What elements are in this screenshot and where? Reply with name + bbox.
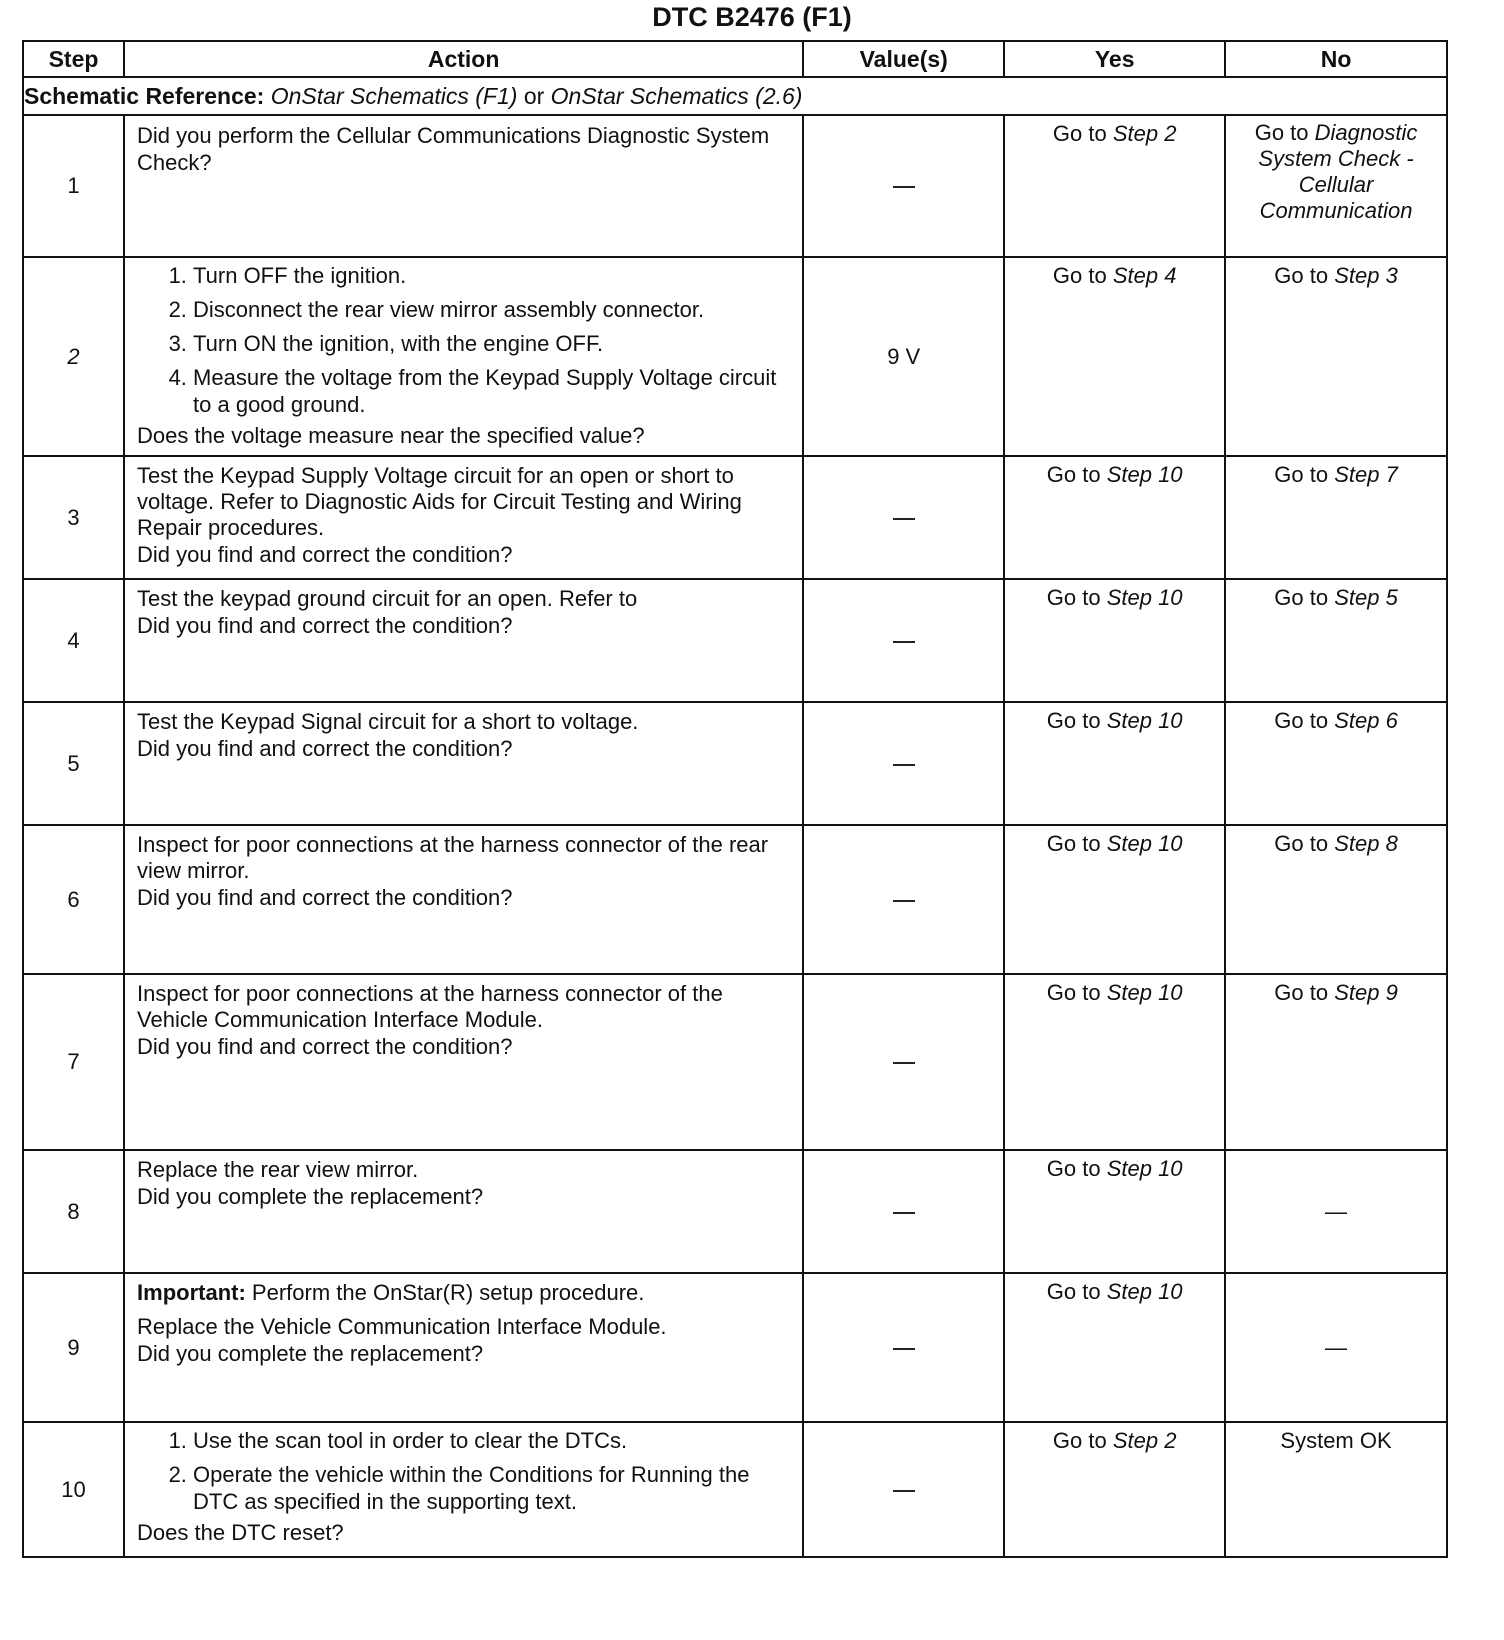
table-row <box>23 1150 1447 1273</box>
important-text: Perform the OnStar(R) setup procedure. <box>245 1280 645 1305</box>
step-yes <box>1004 974 1225 1150</box>
dash-mark <box>893 186 915 188</box>
goto-target: Step 2 <box>1112 121 1177 146</box>
goto-target: Step 8 <box>1334 831 1398 856</box>
goto-target: Step 9 <box>1334 980 1398 1005</box>
step-no <box>1225 115 1447 257</box>
table-row <box>23 1273 1447 1422</box>
step-no <box>1225 974 1447 1150</box>
list-item: 1. Turn OFF the ignition. <box>193 262 792 289</box>
schematic-reference-label: Schematic Reference: <box>24 82 265 109</box>
goto-target: Step 10 <box>1106 1279 1183 1304</box>
dash-mark <box>893 900 915 902</box>
step-value <box>803 115 1004 257</box>
page-title: DTC B2476 (F1) <box>652 2 852 32</box>
schematic-reference-or: or <box>523 82 545 109</box>
list-item: 1. Use the scan tool in order to clear the DTCs. <box>193 1427 792 1454</box>
action-question: Does the voltage measure near the specified value? <box>137 423 645 448</box>
table-row <box>23 579 1447 702</box>
table-row <box>23 1422 1447 1557</box>
goto-label: Go to <box>1274 263 1329 288</box>
step-number: 3 <box>23 456 124 579</box>
goto-target: Step 6 <box>1334 708 1398 733</box>
step-number: 10 <box>23 1422 124 1557</box>
header-values: Value(s) <box>803 41 1004 77</box>
goto-target: Step 4 <box>1112 263 1177 288</box>
step-yes <box>1004 456 1225 579</box>
goto-target: Step 10 <box>1106 585 1183 610</box>
list-item: 2. Operate the vehicle within the Conditions for Running the DTC as specified in the supporting text. <box>193 1461 792 1515</box>
dash-mark <box>893 1212 915 1214</box>
goto-target: Diagnostic System Check - Cellular Communication <box>1258 120 1418 223</box>
action-text: Replace the Vehicle Communication Interface Module. <box>137 1314 667 1339</box>
step-value <box>803 825 1004 974</box>
action-question: Did you complete the replacement? <box>137 1341 484 1366</box>
list-item: 3. Turn ON the ignition, with the engine OFF. <box>193 330 792 357</box>
step-no <box>1225 825 1447 974</box>
goto-label: Go to <box>1274 980 1329 1005</box>
schematic-reference <box>23 77 1447 115</box>
step-yes <box>1004 579 1225 702</box>
step-yes <box>1004 1150 1225 1273</box>
table-row <box>23 825 1447 974</box>
step-action <box>124 974 803 1150</box>
goto-target: Step 10 <box>1106 980 1183 1005</box>
list-item: 4. Measure the voltage from the Keypad Supply Voltage circuit to a good ground. <box>193 364 792 418</box>
dash-mark <box>893 518 915 520</box>
step-number: 5 <box>23 702 124 825</box>
step-number: 7 <box>23 974 124 1150</box>
list-item: 2. Disconnect the rear view mirror assembly connector. <box>193 296 792 323</box>
step-number: 1 <box>23 115 124 257</box>
action-question: Did you find and correct the condition? <box>137 542 513 567</box>
step-no <box>1225 456 1447 579</box>
action-question: Did you find and correct the condition? <box>137 885 513 910</box>
dash-mark <box>893 1348 915 1350</box>
table-row <box>23 456 1447 579</box>
goto-label: Go to <box>1052 1428 1107 1453</box>
step-number: 4 <box>23 579 124 702</box>
header-yes: Yes <box>1004 41 1225 77</box>
goto-label: Go to <box>1254 120 1309 145</box>
goto-label: Go to <box>1046 1156 1101 1181</box>
goto-label: Go to <box>1046 462 1101 487</box>
dash-mark <box>893 1490 915 1492</box>
step-no <box>1225 257 1447 456</box>
step-value <box>803 579 1004 702</box>
goto-label: Go to <box>1052 263 1107 288</box>
goto-label: Go to <box>1046 980 1101 1005</box>
action-question: Did you complete the replacement? <box>137 1184 484 1209</box>
step-action <box>124 579 803 702</box>
step-action <box>124 257 803 456</box>
table-row <box>23 974 1447 1150</box>
dash-mark <box>893 1062 915 1064</box>
step-value <box>803 1273 1004 1422</box>
goto-label: Go to <box>1274 831 1329 856</box>
step-action <box>124 456 803 579</box>
goto-label: Go to <box>1046 708 1101 733</box>
step-action <box>124 1273 803 1422</box>
goto-target: Step 2 <box>1112 1428 1177 1453</box>
step-number: 9 <box>23 1273 124 1422</box>
header-action: Action <box>124 41 803 77</box>
action-question: Does the DTC reset? <box>137 1520 344 1545</box>
dash-mark <box>893 764 915 766</box>
action-question: Did you find and correct the condition? <box>137 613 513 638</box>
step-number: 8 <box>23 1150 124 1273</box>
dash-mark <box>893 641 915 643</box>
action-list <box>137 1427 792 1519</box>
step-value: 9 V <box>803 257 1004 456</box>
step-yes <box>1004 825 1225 974</box>
goto-label: Go to <box>1046 1279 1101 1304</box>
step-value <box>803 1422 1004 1557</box>
goto-label: Go to <box>1274 462 1329 487</box>
step-action <box>124 115 803 257</box>
action-text: Test the Keypad Signal circuit for a short to voltage. <box>137 709 639 734</box>
step-action <box>124 825 803 974</box>
action-text: Did you perform the Cellular Communications Diagnostic System Check? <box>137 123 770 175</box>
step-value <box>803 1150 1004 1273</box>
goto-target: Step 7 <box>1334 462 1398 487</box>
schematic-reference-link-2-6: OnStar Schematics (2.6) <box>550 82 803 109</box>
header-step: Step <box>23 41 124 77</box>
goto-label: Go to <box>1046 585 1101 610</box>
step-value <box>803 702 1004 825</box>
header-no: No <box>1225 41 1447 77</box>
action-text: Test the keypad ground circuit for an open. Refer to <box>137 586 638 611</box>
step-no <box>1225 1422 1447 1557</box>
table-row <box>23 702 1447 825</box>
goto-target: Step 5 <box>1334 585 1398 610</box>
table-row <box>23 115 1447 257</box>
step-yes <box>1004 702 1225 825</box>
step-number: 6 <box>23 825 124 974</box>
step-no <box>1225 579 1447 702</box>
important-label: Important: <box>137 1280 246 1305</box>
action-text: Inspect for poor connections at the harness connector of the Vehicle Communication Interface Module. <box>137 981 723 1032</box>
action-question: Did you find and correct the condition? <box>137 1034 513 1059</box>
goto-target: Step 10 <box>1106 708 1183 733</box>
step-yes <box>1004 1273 1225 1422</box>
action-text: Replace the rear view mirror. <box>137 1157 419 1182</box>
goto-target: Step 3 <box>1334 263 1398 288</box>
action-list <box>137 262 792 422</box>
goto-label: Go to <box>1052 121 1107 146</box>
step-no: — <box>1225 1273 1447 1422</box>
table-row <box>23 257 1447 456</box>
step-value <box>803 974 1004 1150</box>
action-question: Did you find and correct the condition? <box>137 736 513 761</box>
schematic-reference-row <box>23 77 1447 115</box>
step-action <box>124 1150 803 1273</box>
step-number: 2 <box>23 257 124 456</box>
step-yes <box>1004 1422 1225 1557</box>
step-no: — <box>1225 1150 1447 1273</box>
step-yes <box>1004 257 1225 456</box>
step-action <box>124 702 803 825</box>
goto-target: Step 10 <box>1106 831 1183 856</box>
goto-label: Go to <box>1046 831 1101 856</box>
action-text: Inspect for poor connections at the harness connector of the rear view mirror. <box>137 832 769 883</box>
schematic-reference-link-f1: OnStar Schematics (F1) <box>270 82 518 109</box>
important-note <box>137 1280 792 1306</box>
step-value <box>803 456 1004 579</box>
goto-label: Go to <box>1274 585 1329 610</box>
step-yes <box>1004 115 1225 257</box>
step-no <box>1225 702 1447 825</box>
diagnostic-table <box>22 40 1448 1558</box>
action-text: Test the Keypad Supply Voltage circuit for an open or short to voltage. Refer to Diagnostic Aids for Circuit Testing and Wiring Repair procedures. <box>137 463 742 540</box>
step-action <box>124 1422 803 1557</box>
goto-target: Step 10 <box>1106 1156 1183 1181</box>
goto-label: Go to <box>1274 708 1329 733</box>
header-row <box>23 41 1447 77</box>
goto-target: Step 10 <box>1106 462 1183 487</box>
result-text: System OK <box>1280 1428 1392 1453</box>
